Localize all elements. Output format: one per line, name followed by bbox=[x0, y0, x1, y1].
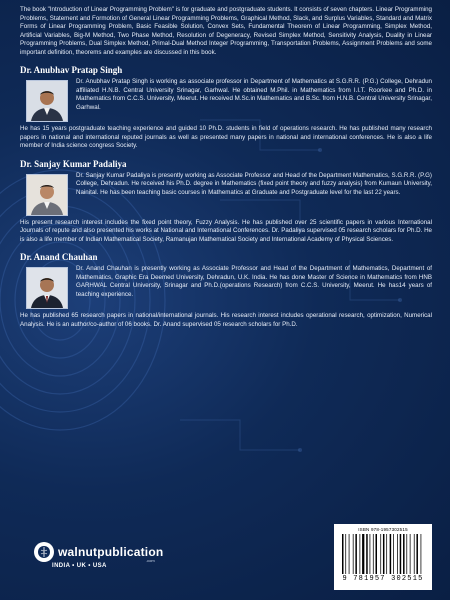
publisher-regions: INDIA • UK • USA bbox=[52, 563, 107, 569]
barcode-icon bbox=[340, 534, 426, 574]
isbn-label: ISBN 978-1957302515 bbox=[358, 527, 408, 532]
author-photo-1 bbox=[26, 80, 68, 122]
author-bio-continued-1: He has 15 years postgraduate teaching experience and guided 10 Ph.D. students in field of operations research. He has published many research papers in national and international reputed journals as well as presented many papers in national and international conferences. He is also a life member of India science congress Society. bbox=[20, 125, 432, 149]
walnut-icon bbox=[34, 542, 54, 562]
author-photo-2 bbox=[26, 174, 68, 216]
author-name-1: Dr. Anubhav Pratap Singh bbox=[20, 65, 123, 75]
author-bio-continued-3: He has published 65 research papers in national/international journals. His research interest includes operational research, optimization, Numerical Analysis. He is an author/co-author of 06 books. Dr. Anand supervised 05 research scholars for Ph.D. bbox=[20, 312, 432, 328]
author-name-2: Dr. Sanjay Kumar Padaliya bbox=[20, 158, 127, 169]
author-name-3: Dr. Anand Chauhan bbox=[20, 252, 98, 262]
isbn-number: 9 781957 302515 bbox=[342, 575, 424, 583]
back-cover-content bbox=[20, 6, 432, 329]
publisher-suffix: .com bbox=[146, 558, 155, 563]
author-photo-3 bbox=[26, 267, 68, 309]
author-bio-3: Dr. Anand Chauhan is presently working as Associate Professor and Head of the Department of Mathematics, Department of Mathematics, Graphic Era Deemed University, Dehradun, U.K. India. He has done Master of Science in Mathematics from HNB GARHWAL Central University, Srinagar and Ph.D.(operations Research) from C.C.S. University, Meerut. He has14 years of teaching experience. bbox=[76, 265, 432, 298]
publisher-name: walnutpublication bbox=[58, 545, 164, 559]
book-description: The book "Introduction of Linear Programming Problem" is for graduate and postgraduate students. It consists of seven chapters. Linear Programming Problems, Statement and Formotion of General Linear Programming Problems, Graphical Method, Slack, and Surplus Variables, Standard and Matrix Forms of Linear Programming Problem, Basic Feasible Solution, Convex Sets, Fundamental Theorem of Linear Programming, Simplex Method, Artificial Variables, Big-M Method, Two Phase Method, Resolution of Degeneracy, Revised Simplex Method, Sensitivity Analysis, Duality in Linear Programming Problems, Dual Simplex Method, Primal-Dual Method Integer Programming, Transportation Problems, Assignment Problems and some important definition, theorems and examples are discussed in this book. bbox=[20, 6, 432, 56]
publisher-logo bbox=[34, 542, 163, 562]
isbn-barcode-box bbox=[334, 524, 432, 590]
author-bio-2: Dr. Sanjay Kumar Padaliya is presently working as Associate Professor and Head of the Department Mathematics, S.G.R.R. (P.G) College, Dehradun. He received his Ph.D. degree in Mathematics (fixed point theory and fuzzy analysis) from Kumaun University, Nainital. He has been teaching basic courses in Mathematics at Graduate and Postgraduate level for the last 22 years. bbox=[76, 171, 432, 196]
author-bio-block-2 bbox=[20, 172, 432, 218]
author-bio-1: Dr. Anubhav Pratap Singh is working as associate professor in Department of Mathematics at S.G.R.R. (P.G.) College, Dehradun affiliated H.N.B. Central University Srinagar, Garhwal. He obtained M.Phil. in Mathematics from I.I.T. Roorkee and Ph.D. in Mathematics from C.C.S. University, Meerut. He received M.Sc.in Mathematics and B.Sc. from H.N.B. Central University Srinagar, Garhwal. bbox=[76, 78, 432, 111]
author-bio-continued-2: His present research interest includes the fixed point theory, Fuzzy Analysis. He has published over 25 scientific papers in various International Journals of repute and also presented his works at National and International Conferences. Dr. Padaliya supervised 05 research scholars for Ph.D. He is also a life member of Indian Mathematical Society, Ramanujan Mathematical Society and International Academy of Physical Sciences. bbox=[20, 218, 432, 243]
author-bio-block-1 bbox=[20, 78, 432, 124]
author-bio-block-3 bbox=[20, 265, 432, 311]
